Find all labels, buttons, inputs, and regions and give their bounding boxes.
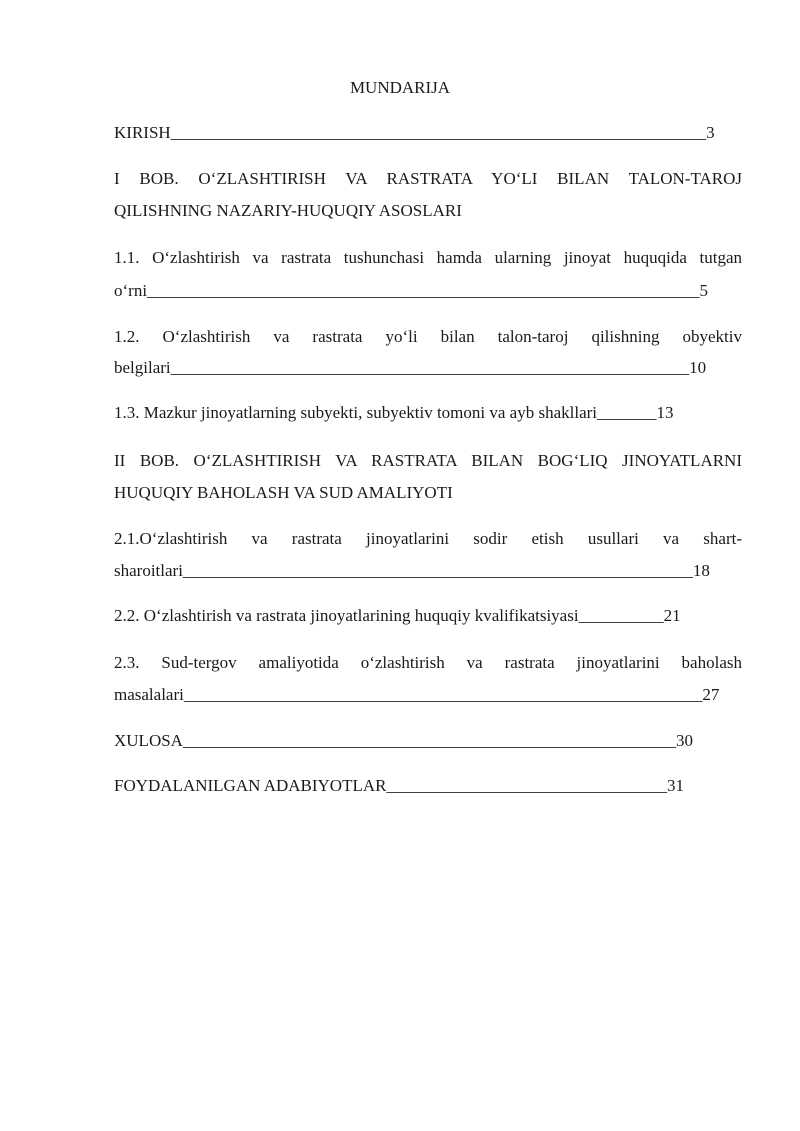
toc-entry-label: XULOSA bbox=[114, 731, 183, 750]
toc-leader: _____________________________________________________________ bbox=[170, 358, 690, 377]
toc-leader: _________________________________ bbox=[386, 776, 667, 795]
toc-page-number: 5 bbox=[699, 281, 709, 300]
toc-chapter-2-line-1: II BOB. O‘ZLASHTIRISH VA RASTRATA BILAN BOG‘LIQ JINOYATLARNI bbox=[114, 451, 742, 470]
toc-entry-2-1-line-2 bbox=[114, 556, 742, 586]
toc-entry-label: 2.2. O‘zlashtirish va rastrata jinoyatlarining huquqiy kvalifikatsiyasi bbox=[114, 606, 579, 625]
toc-page-number: 30 bbox=[675, 731, 693, 750]
toc-entry-label: belgilari bbox=[114, 358, 171, 377]
toc-entry-1-3 bbox=[114, 398, 742, 428]
toc-entry-xulosa bbox=[114, 726, 742, 756]
toc-page-number: 3 bbox=[706, 123, 715, 142]
page-title: MUNDARIJA bbox=[349, 78, 451, 97]
toc-leader: _________________________________________________________________ bbox=[147, 281, 700, 300]
toc-entry-2-2 bbox=[114, 601, 742, 631]
toc-chapter-1-line-1: I BOB. O‘ZLASHTIRISH VA RASTRATA YO‘LI BILAN TALON-TAROJ bbox=[114, 169, 742, 188]
toc-page-number: 13 bbox=[656, 403, 674, 422]
toc-entry-1-2-line-1: 1.2. O‘zlashtirish va rastrata yo‘li bilan talon-taroj qilishning obyektiv bbox=[114, 327, 742, 346]
toc-leader: _______ bbox=[597, 403, 657, 422]
toc-entry-label: masalalari bbox=[114, 685, 184, 704]
toc-page-number: 18 bbox=[692, 561, 710, 580]
toc-page-number: 27 bbox=[702, 685, 720, 704]
toc-entry-label: 1.3. Mazkur jinoyatlarning subyekti, subyektiv tomoni va ayb shakllari bbox=[114, 403, 597, 422]
toc-leader: __________________________________________________________ bbox=[182, 731, 676, 750]
toc-entry-2-3-line-2 bbox=[114, 680, 742, 710]
toc-chapter-1-line-2: QILISHNING NAZARIY-HUQUQIY ASOSLARI bbox=[114, 201, 462, 220]
toc-leader: __________ bbox=[578, 606, 664, 625]
toc-entry-1-2-line-2 bbox=[114, 353, 742, 383]
toc-entry-1-1-line-1: 1.1. O‘zlashtirish va rastrata tushunchasi hamda ularning jinoyat huquqida tutgan bbox=[114, 248, 742, 267]
toc-entry-2-3-line-1: 2.3. Sud-tergov amaliyotida o‘zlashtirish va rastrata jinoyatlarini baholash bbox=[114, 653, 742, 672]
toc-entry-label: o‘rni bbox=[114, 281, 148, 300]
toc-entry-1-1-line-2 bbox=[114, 276, 742, 306]
toc-page-number: 31 bbox=[666, 776, 684, 795]
toc-entry-label: sharoitlari bbox=[114, 561, 183, 580]
toc-entry-kirish bbox=[114, 118, 742, 148]
toc-leader: _____________________________________________________________ bbox=[183, 685, 703, 704]
toc-leader: _______________________________________________________________ bbox=[170, 123, 707, 142]
toc-page-number: 21 bbox=[663, 606, 681, 625]
toc-leader: ____________________________________________________________ bbox=[182, 561, 693, 580]
toc-entry-label: FOYDALANILGAN ADABIYOTLAR bbox=[114, 776, 387, 795]
toc-chapter-2-line-2: HUQUQIY BAHOLASH VA SUD AMALIYOTI bbox=[114, 483, 453, 502]
toc-page-number: 10 bbox=[689, 358, 707, 377]
toc-entry-label: KIRISH bbox=[114, 123, 171, 142]
toc-entry-2-1-line-1: 2.1.O‘zlashtirish va rastrata jinoyatlarini sodir etish usullari va shart- bbox=[114, 529, 742, 548]
toc-entry-adabiyotlar bbox=[114, 771, 742, 801]
